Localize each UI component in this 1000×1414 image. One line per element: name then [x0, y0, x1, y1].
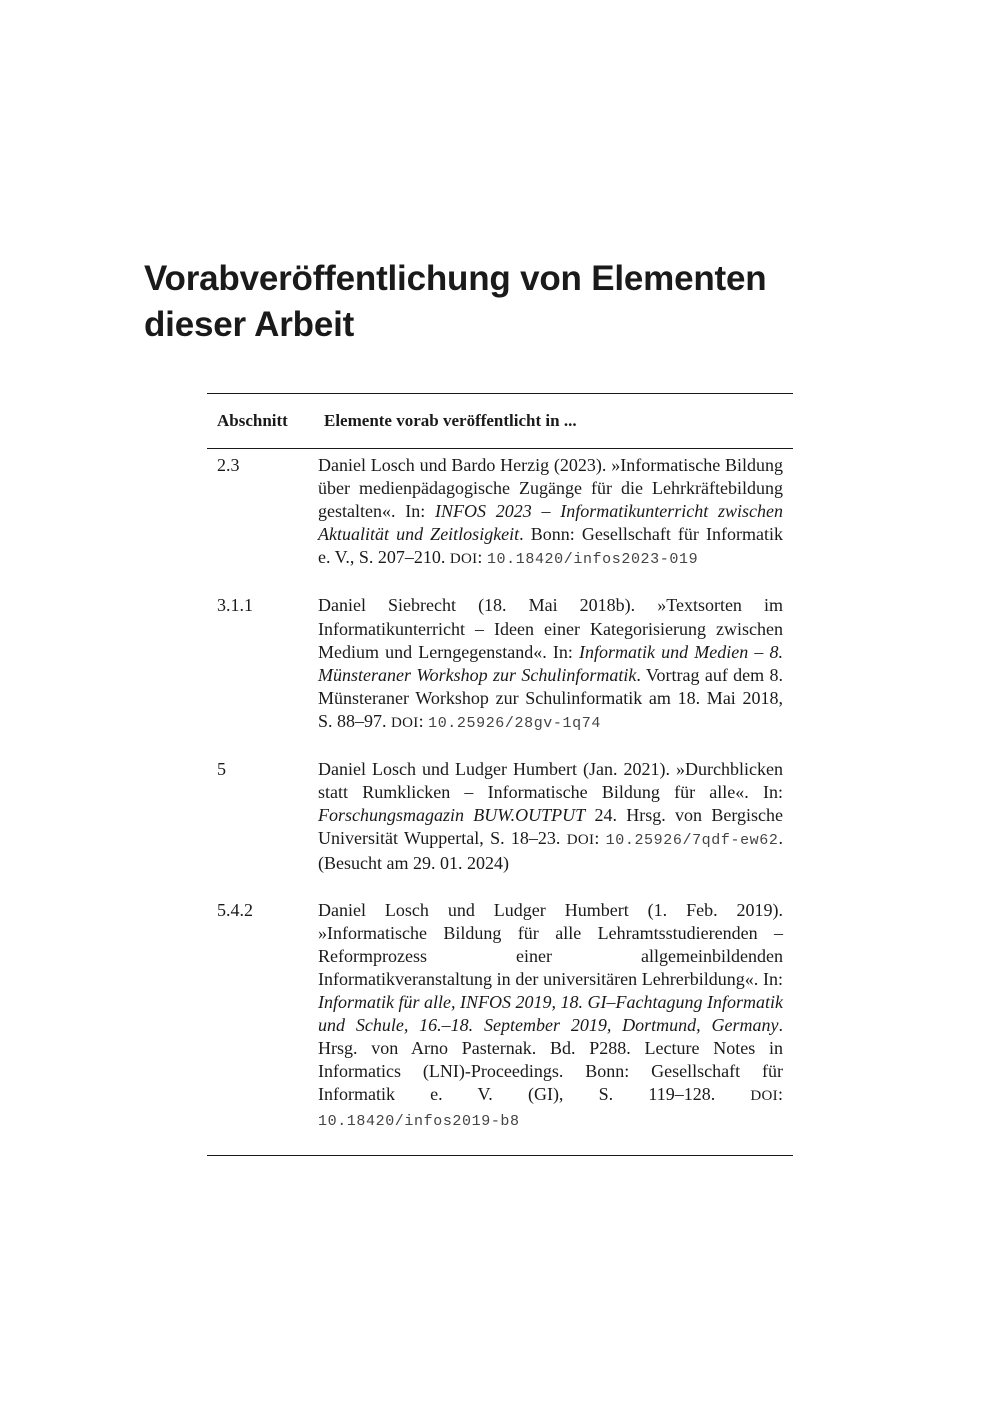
doi-link[interactable]: 10.18420/infos2023-019 — [486, 551, 699, 569]
reference-text — [318, 454, 783, 571]
doi-separator: : — [477, 547, 487, 568]
doi-label: DOI — [566, 832, 595, 849]
header-elements: Elemente vorab veröffentlicht in ... — [324, 411, 577, 430]
section-number: 3.1.1 — [217, 595, 253, 616]
reference-details: . Bonn: Gesellschaft für Informatik e. V., S. 207–210. — [318, 524, 783, 568]
table-header-row — [207, 394, 793, 449]
doi-separator: : — [418, 710, 429, 731]
doi-link[interactable]: 10.25926/7qdf-ew62 — [605, 832, 779, 850]
reference-details: 24. Hrsg. von Bergische Universität Wuppertal, S. 18–23. — [318, 805, 783, 849]
doi-link[interactable]: 10.18420/infos2019-b8 — [318, 1113, 520, 1131]
section-number: 5 — [217, 759, 226, 780]
page-title — [144, 256, 864, 348]
reference-authors-title: Daniel Losch und Ludger Humbert (1. Feb. 2019). »Informatische Bildung für alle Lehramtsstudierenden – Reformprozess einer allgemeinbildenden Informatikveranstaltung in der universitären Lehrerbildung«. In: — [318, 899, 783, 989]
doi-separator: : — [594, 828, 606, 849]
section-number: 5.4.2 — [217, 899, 253, 920]
page-title-line-1: Vorabveröffentlichung von Elementen — [144, 259, 767, 298]
table-row — [207, 758, 793, 875]
reference-details: . Hrsg. von Arno Pasternak. Bd. P288. Lecture Notes in Informatics (LNI)-Proceedings. Bonn: Gesellschaft für Informatik e. V. (GI), S. 119–128. — [318, 1014, 783, 1105]
doi-label: DOI — [750, 1088, 778, 1105]
reference-details: . Vortrag auf dem 8. Münsteraner Workshop zur Schulinformatik am 18. Mai 2018, S. 88–97. — [318, 664, 783, 731]
table-row — [207, 454, 793, 571]
table-body — [207, 449, 793, 1155]
reference-text — [318, 594, 783, 735]
reference-authors-title: Daniel Siebrecht (18. Mai 2018b). »Textsorten im Informatikunterricht – Ideen einer Kategorisierung zwischen Medium und Lerngegenstand«. In: — [318, 595, 783, 662]
header-section: Abschnitt — [217, 411, 288, 430]
table-row — [207, 899, 793, 1134]
reference-venue: INFOS 2023 – Informatikunterricht zwischen Aktualität und Zeitlosigkeit — [318, 501, 783, 545]
page-title-line-2: dieser Arbeit — [144, 305, 355, 344]
reference-venue: Informatik für alle, INFOS 2019, 18. GI–Fachtagung Informatik und Schule, 16.–18. September 2019, Dortmund, Germany — [318, 991, 783, 1035]
reference-text — [318, 899, 783, 1134]
doi-label: DOI — [449, 551, 478, 568]
reference-suffix: . (Besucht am 29. 01. 2024) — [318, 828, 783, 874]
doi-label: DOI — [391, 714, 419, 731]
reference-authors-title: Daniel Losch und Bardo Herzig (2023). »Informatische Bildung über medienpädagogische Zugänge für die Lehrkräftebildung gestalten«. In: — [318, 455, 783, 522]
doi-separator: : — [777, 1084, 783, 1105]
section-number: 2.3 — [217, 455, 240, 475]
reference-text — [318, 758, 783, 875]
prepublication-table — [207, 393, 793, 1156]
reference-authors-title: Daniel Losch und Ludger Humbert (Jan. 2021). »Durchblicken statt Rumklicken – Informatische Bildung für alle«. In: — [318, 759, 783, 803]
reference-venue: Forschungsmagazin BUW.OUTPUT — [318, 805, 586, 826]
doi-link[interactable]: 10.25926/28gv-1q74 — [428, 714, 601, 732]
table-row — [207, 594, 793, 735]
reference-venue: Informatik und Medien – 8. Münsteraner Workshop zur Schulinformatik — [318, 641, 783, 685]
